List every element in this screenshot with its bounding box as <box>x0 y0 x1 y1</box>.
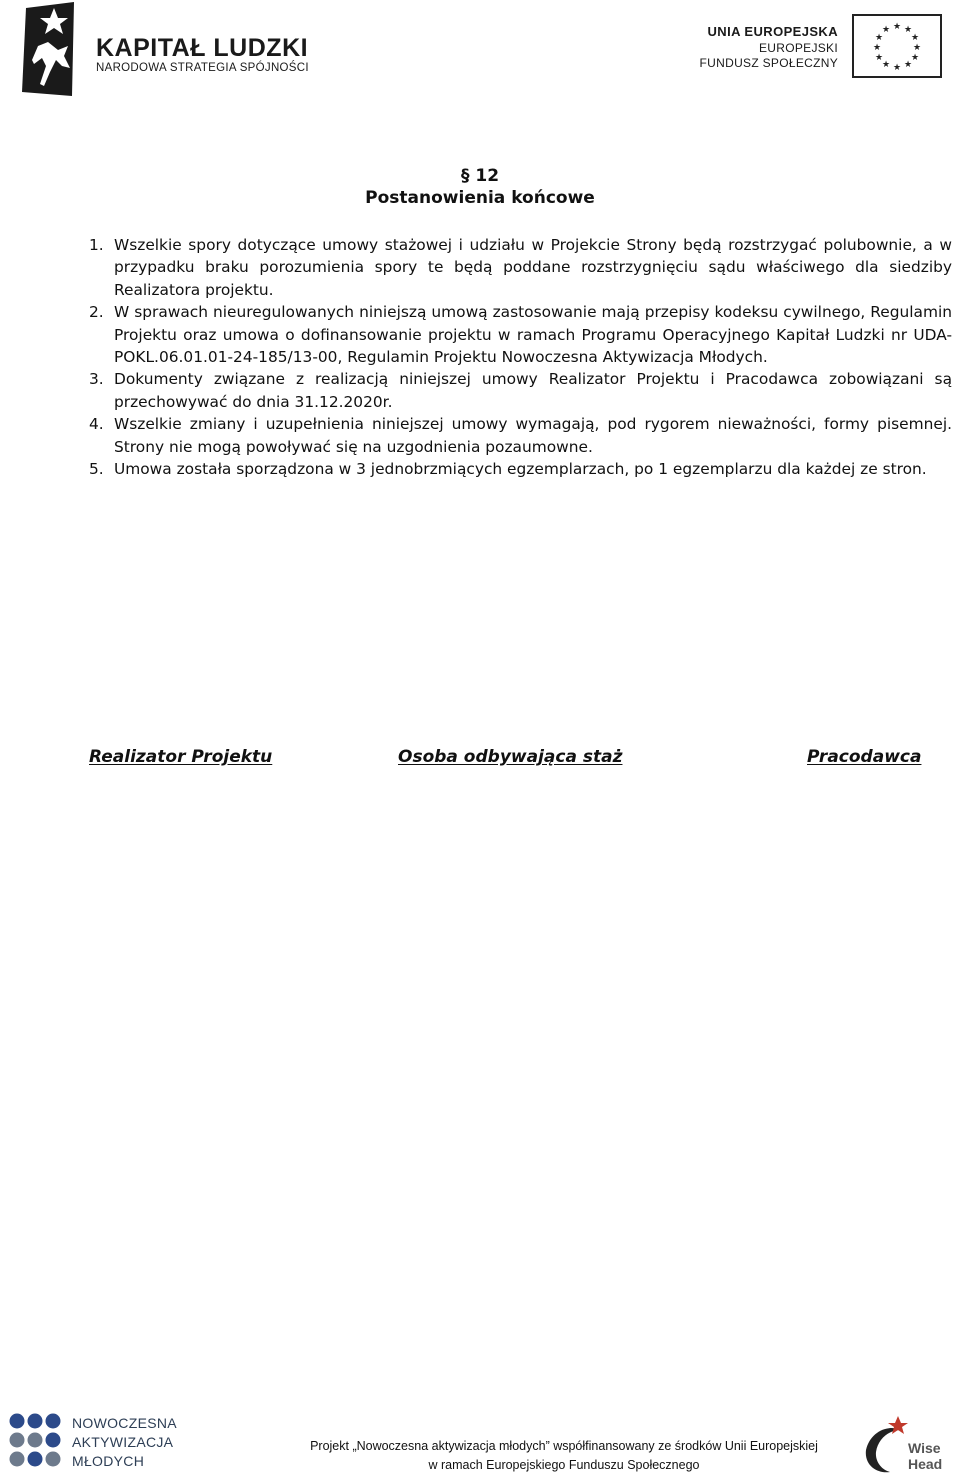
section-number: § 12 <box>460 166 500 186</box>
footer-note <box>284 1437 844 1475</box>
clause-5 <box>84 458 952 480</box>
na-line2: AKTYWIZACJA <box>72 1434 174 1450</box>
clause-number: 1. <box>89 236 104 254</box>
clause-1 <box>84 234 952 301</box>
signature-pracodawca: Pracodawca <box>807 747 922 767</box>
wh-line1: Wise <box>908 1440 941 1456</box>
svg-text:★: ★ <box>872 43 882 53</box>
eu-text <box>700 24 838 70</box>
kapital-ludzki-subtitle: NARODOWA STRATEGIA SPÓJNOŚCI <box>96 62 309 74</box>
clause-number: 4. <box>89 415 104 434</box>
clauses-list <box>84 234 952 480</box>
clause-number: 3. <box>89 370 104 389</box>
eu-line1: UNIA EUROPEJSKA <box>707 24 838 39</box>
clause-number: 5. <box>89 460 104 479</box>
clause-3 <box>84 368 952 413</box>
section-title: Postanowienia końcowe <box>365 188 595 208</box>
svg-text:★: ★ <box>892 22 902 32</box>
clause-text: Umowa została sporządzona w 3 jednobrzmiących egzemplarzach, po 1 egzemplarzu dla każdej ze stron. <box>114 460 927 479</box>
na-line3: MŁODYCH <box>72 1453 145 1469</box>
svg-text:★: ★ <box>881 60 891 70</box>
clause-text: Wszelkie spory dotyczące umowy stażowej i udziału w Projekcie Strony będą rozstrzygać polubownie, a w przypadku braku porozumienia spory te będą poddane rozstrzygnięciu sądu właściwego dla siedziby Realizatora projektu. <box>114 236 952 299</box>
clause-4 <box>84 413 952 458</box>
kapital-ludzki-title: KAPITAŁ LUDZKI <box>96 34 309 62</box>
svg-text:★: ★ <box>874 33 884 43</box>
kapital-ludzki-emblem-icon <box>14 2 94 96</box>
nowoczesna-aktywizacja-text <box>72 1414 177 1471</box>
footer-line1: Projekt „Nowoczesna aktywizacja młodych” współfinansowany ze środków Unii Europejskiej <box>310 1439 818 1453</box>
svg-text:★: ★ <box>892 63 902 73</box>
na-line1: NOWOCZESNA <box>72 1415 177 1431</box>
signature-realizator: Realizator Projektu <box>89 747 273 767</box>
eu-line3: FUNDUSZ SPOŁECZNY <box>699 56 838 70</box>
svg-text:★: ★ <box>910 53 920 63</box>
wh-line2: Head <box>908 1456 943 1472</box>
clause-text: Wszelkie zmiany i uzupełnienia niniejszej umowy wymagają, pod rygorem nieważności, formy pisemnej. Strony nie mogą powoływać się na uzgodnienia pozaumowne. <box>114 415 952 456</box>
clause-text: W sprawach nieuregulowanych niniejszą umową zastosowanie mają przepisy kodeksu cywilnego, Regulamin Projektu oraz umowa o dofinansowanie projektu w ramach Programu Operacyjnego Kapitał Ludzki nr UDA-POKL.06.01.01-24-185/13-00, Regulamin Projektu Nowoczesna Aktywizacja Młodych. <box>114 303 952 367</box>
wise-head-text <box>908 1440 942 1472</box>
eu-flag-icon <box>852 14 942 78</box>
svg-text:★: ★ <box>881 25 891 35</box>
svg-text:★: ★ <box>874 53 884 63</box>
eu-logo <box>694 14 942 80</box>
dots-icon <box>8 1410 70 1472</box>
wise-head-swoosh-icon <box>860 1412 910 1476</box>
svg-text:★: ★ <box>912 43 922 53</box>
svg-text:★: ★ <box>903 25 913 35</box>
svg-text:★: ★ <box>903 60 913 70</box>
eu-line2: EUROPEJSKI <box>758 41 838 55</box>
signature-stazysta: Osoba odbywająca staż <box>398 747 623 767</box>
clause-number: 2. <box>89 303 104 322</box>
footer-line2: w ramach Europejskiego Funduszu Społecznego <box>428 1458 700 1472</box>
clause-text: Dokumenty związane z realizacją niniejszej umowy Realizator Projektu i Pracodawca zobowiązani są przechowywać do dnia 31.12.2020r. <box>114 370 952 411</box>
svg-text:★: ★ <box>910 33 920 43</box>
clause-2 <box>84 301 952 368</box>
